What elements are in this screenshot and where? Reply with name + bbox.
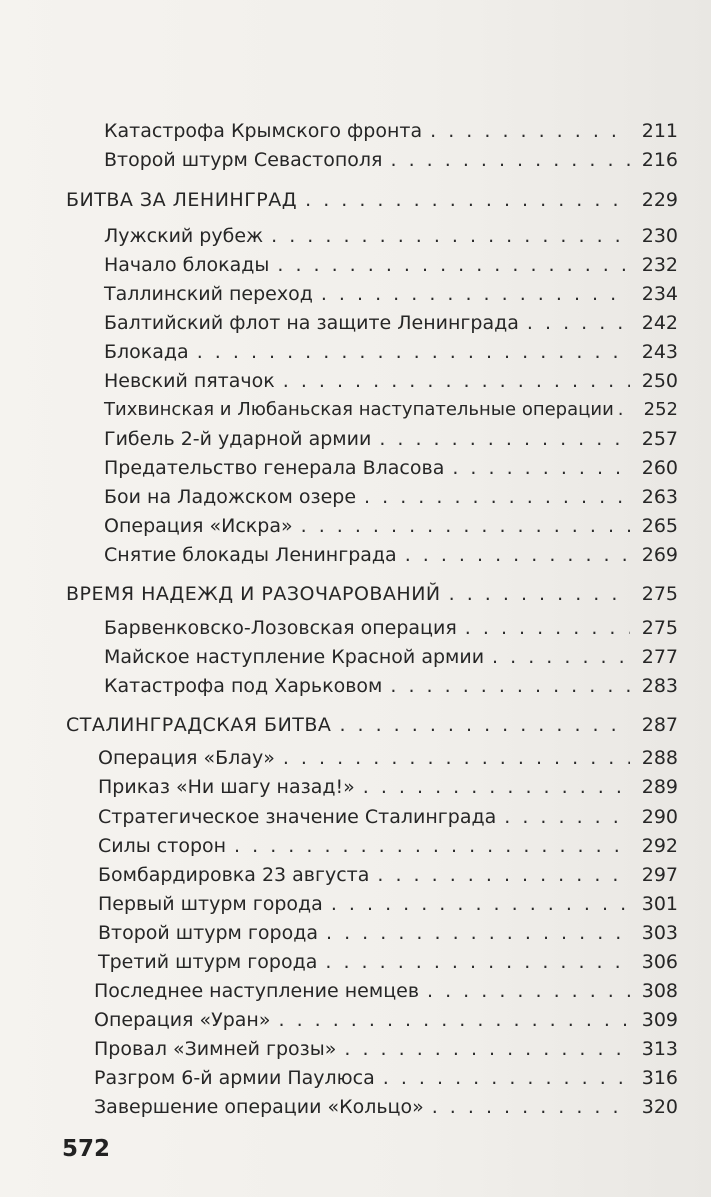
- toc-entry: [104, 453, 678, 483]
- toc-leader-dots: [283, 743, 630, 773]
- toc-entry-title: Операция «Блау»: [98, 747, 275, 769]
- toc-entry-title: Гибель 2-й ударной армии: [104, 428, 372, 450]
- toc-leader-dots: [325, 947, 630, 977]
- toc-entry: [98, 831, 678, 861]
- toc-leader-dots: [527, 308, 630, 338]
- toc-entry-page: 232: [641, 254, 678, 276]
- toc-entry-title: Снятие блокады Ленинграда: [104, 544, 397, 566]
- toc-entry-page: 269: [641, 544, 678, 566]
- toc-entry-page: 216: [641, 149, 678, 171]
- toc-leader-dots: [363, 772, 630, 802]
- toc-section: [66, 710, 678, 740]
- toc-entry: [104, 308, 678, 338]
- toc-entry-title: Первый штурм города: [98, 893, 323, 915]
- toc-entry-page: 230: [641, 225, 678, 247]
- toc-entry: [98, 918, 678, 948]
- toc-leader-dots: [377, 860, 630, 890]
- toc-entry-title: Второй штурм Севастополя: [104, 149, 383, 171]
- toc-section: [66, 579, 678, 609]
- toc-entry: [104, 511, 678, 541]
- toc-entry: [104, 337, 678, 367]
- toc-entry: [104, 116, 678, 146]
- toc-leader-dots: [504, 802, 630, 832]
- toc-entry-page: 288: [641, 747, 678, 769]
- toc-entry-title: Бои на Ладожском озере: [104, 486, 357, 508]
- toc-entry-title: Третий штурм города: [98, 951, 318, 973]
- toc-entry: [98, 802, 678, 832]
- toc-entry-page: 316: [641, 1067, 678, 1089]
- toc-leader-dots: [379, 424, 630, 454]
- toc-entry-page: 320: [641, 1096, 678, 1118]
- toc-leader-dots: [432, 1092, 630, 1122]
- toc-entry: [104, 482, 678, 512]
- toc-entry-title: Блокада: [104, 341, 189, 363]
- toc-leader-dots: [449, 579, 630, 609]
- toc-leader-dots: [383, 1063, 630, 1093]
- toc-entry-title: Майское наступление Красной армии: [104, 646, 485, 668]
- toc-entry-title: Барвенковско-Лозовская операция: [104, 617, 457, 639]
- toc-entry-page: 303: [641, 922, 678, 944]
- toc-leader-dots: [305, 185, 630, 215]
- toc-entry: [94, 1063, 678, 1093]
- toc-entry-page: 211: [641, 120, 678, 142]
- toc-leader-dots: [283, 366, 630, 396]
- toc-entry-page: 265: [641, 515, 678, 537]
- toc-leader-dots: [465, 613, 630, 643]
- toc-entry-page: 306: [641, 951, 678, 973]
- toc-leader-dots: [405, 540, 630, 570]
- toc-entry: [104, 671, 678, 701]
- toc-entry-page: 309: [641, 1009, 678, 1031]
- toc-entry-title: Начало блокады: [104, 254, 270, 276]
- toc-entry: [94, 1034, 678, 1064]
- toc-entry-page: 263: [641, 486, 678, 508]
- toc-entry: [104, 279, 678, 309]
- toc-leader-dots: [344, 1034, 630, 1064]
- toc-section-page: 287: [641, 714, 678, 736]
- toc-entry-page: 252: [643, 399, 678, 420]
- toc-entry-page: 275: [641, 617, 678, 639]
- toc-entry-title: Стратегическое значение Сталинграда: [98, 806, 497, 828]
- page-number: 572: [62, 1136, 111, 1162]
- toc-entry-title: Разгром 6-й армии Паулюса: [94, 1067, 375, 1089]
- toc-entry: [94, 1092, 678, 1122]
- toc-leader-dots: [390, 671, 630, 701]
- toc-leader-dots: [277, 250, 630, 280]
- toc-entry: [104, 250, 678, 280]
- toc-entry-page: 250: [641, 370, 678, 392]
- toc-entry: [104, 642, 678, 672]
- toc-leader-dots: [197, 337, 630, 367]
- toc-entry-title: Тихвинская и Любаньская наступательные операции: [104, 399, 614, 420]
- toc-entry: [94, 976, 678, 1006]
- toc-entry-title: Последнее наступление немцев: [94, 980, 420, 1002]
- toc-entry-title: Бомбардировка 23 августа: [98, 864, 370, 886]
- toc-entry-title: Катастрофа Крымского фронта: [104, 120, 423, 142]
- toc-leader-dots: [278, 1005, 630, 1035]
- toc-section-title: СТАЛИНГРАДСКАЯ БИТВА: [66, 714, 332, 736]
- toc-leader-dots: [427, 976, 630, 1006]
- toc-entry: [104, 221, 678, 251]
- toc-entry: [104, 613, 678, 643]
- toc-leader-dots: [339, 710, 630, 740]
- toc-entry-title: Лужский рубеж: [104, 225, 264, 247]
- toc-entry-page: 277: [641, 646, 678, 668]
- toc-entry: [98, 889, 678, 919]
- toc-leader-dots: [391, 145, 631, 175]
- toc-leader-dots: [271, 221, 630, 251]
- toc-entry-page: 297: [641, 864, 678, 886]
- toc-section: [66, 185, 678, 215]
- toc-entry: [104, 395, 678, 425]
- toc-entry-page: 242: [641, 312, 678, 334]
- toc-entry: [98, 860, 678, 890]
- toc-entry: [104, 540, 678, 570]
- toc-entry-page: 313: [641, 1038, 678, 1060]
- toc-entry: [98, 947, 678, 977]
- toc-entry-page: 283: [641, 675, 678, 697]
- toc-leader-dots: [492, 642, 630, 672]
- toc-entry-page: 260: [641, 457, 678, 479]
- toc-leader-dots: [326, 918, 630, 948]
- toc-entry: [104, 145, 678, 175]
- toc-entry-title: Невский пятачок: [104, 370, 275, 392]
- toc-leader-dots: [234, 831, 630, 861]
- toc-entry-page: 308: [641, 980, 678, 1002]
- toc-leader-dots: [301, 511, 630, 541]
- toc-section-title: ВРЕМЯ НАДЕЖД И РАЗОЧАРОВАНИЙ: [66, 583, 441, 605]
- toc-entry-page: 234: [641, 283, 678, 305]
- toc-entry-title: Операция «Искра»: [104, 515, 293, 537]
- toc-entry: [104, 366, 678, 396]
- toc-entry-page: 290: [641, 806, 678, 828]
- toc-entry-title: Катастрофа под Харьковом: [104, 675, 383, 697]
- toc-section-page: 229: [641, 189, 678, 211]
- toc-entry-title: Силы сторон: [98, 835, 227, 857]
- toc-entry: [94, 1005, 678, 1035]
- toc-entry-title: Операция «Уран»: [94, 1009, 271, 1031]
- toc-entry-title: Таллинский переход: [104, 283, 313, 305]
- toc-entry-page: 243: [641, 341, 678, 363]
- toc-leader-dots: [452, 453, 630, 483]
- toc-section-page: 275: [641, 583, 678, 605]
- toc-entry-page: 301: [641, 893, 678, 915]
- toc-entry: [98, 772, 678, 802]
- toc-entry-title: Балтийский флот на защите Ленинграда: [104, 312, 519, 334]
- toc-leader-dots: [430, 116, 630, 146]
- toc-entry-page: 257: [641, 428, 678, 450]
- toc-leader-dots: [618, 395, 634, 425]
- toc-entry: [98, 743, 678, 773]
- toc-entry-page: 289: [641, 776, 678, 798]
- toc-leader-dots: [321, 279, 630, 309]
- toc-entry-page: 292: [641, 835, 678, 857]
- toc-entry-title: Приказ «Ни шагу назад!»: [98, 776, 355, 798]
- toc-leader-dots: [364, 482, 630, 512]
- toc-entry-title: Провал «Зимней грозы»: [94, 1038, 337, 1060]
- toc-entry-title: Завершение операции «Кольцо»: [94, 1096, 424, 1118]
- toc-section-title: БИТВА ЗА ЛЕНИНГРАД: [66, 189, 298, 211]
- toc-entry-title: Второй штурм города: [98, 922, 319, 944]
- toc-leader-dots: [331, 889, 630, 919]
- toc-entry-title: Предательство генерала Власова: [104, 457, 445, 479]
- toc-entry: [104, 424, 678, 454]
